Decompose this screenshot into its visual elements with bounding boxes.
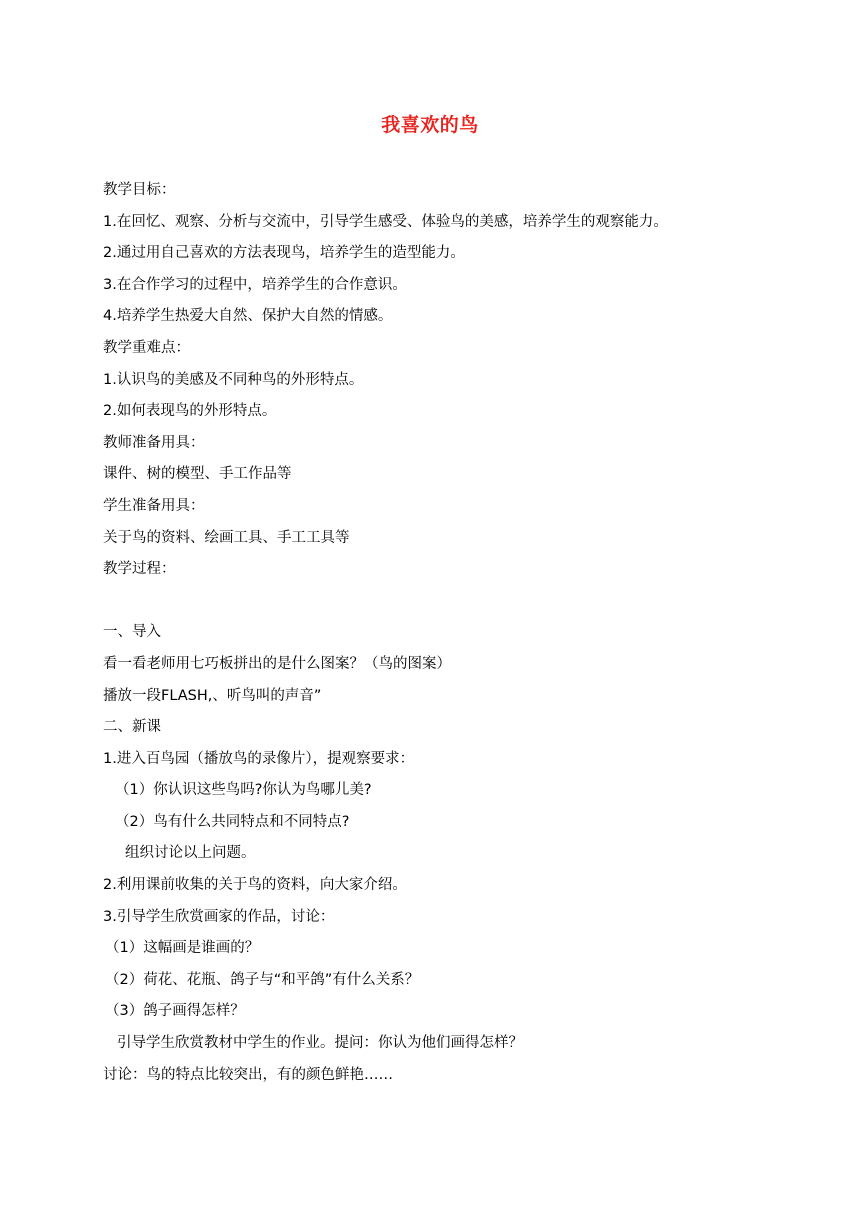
key-point-item: 2.如何表现鸟的外形特点。 xyxy=(103,403,277,420)
document-title: 我喜欢的鸟 xyxy=(381,114,479,136)
section-heading-key-points: 教学重难点： xyxy=(103,339,190,356)
paragraph: 组织讨论以上问题。 xyxy=(125,845,256,862)
key-point-item: 1.认识鸟的美感及不同种鸟的外形特点。 xyxy=(103,371,364,388)
step-heading-intro: 一、导入 xyxy=(103,624,161,641)
paragraph: 3.引导学生欣赏画家的作品，讨论： xyxy=(103,908,335,925)
student-materials-text: 关于鸟的资料、绘画工具、手工工具等 xyxy=(103,529,350,546)
question-item: （2）荷花、花瓶、鸽子与“和平鸽”有什么关系？ xyxy=(105,971,420,988)
objective-item: 1.在回忆、观察、分析与交流中，引导学生感受、体验鸟的美感，培养学生的观察能力。 xyxy=(103,213,668,230)
question-item: （1）你认识这些鸟吗?你认为鸟哪儿美? xyxy=(115,782,372,799)
paragraph: 播放一段FLASH,、听鸟叫的声音” xyxy=(103,687,322,704)
question-item: （3）鸽子画得怎样？ xyxy=(105,1003,245,1020)
document-body xyxy=(103,175,763,1091)
paragraph: 讨论：鸟的特点比较突出，有的颜色鲜艳…… xyxy=(103,1066,393,1083)
paragraph: 引导学生欣赏教材中学生的作业。提问：你认为他们画得怎样？ xyxy=(117,1035,523,1052)
objective-item: 3.在合作学习的过程中，培养学生的合作意识。 xyxy=(103,276,407,293)
section-heading-objectives: 教学目标： xyxy=(103,182,176,198)
section-heading-process: 教学过程： xyxy=(103,561,176,578)
paragraph: 看一看老师用七巧板拼出的是什么图案？（鸟的图案） xyxy=(103,655,451,672)
section-heading-student-materials: 学生准备用具： xyxy=(103,497,205,514)
objective-item: 2.通过用自己喜欢的方法表现鸟，培养学生的造型能力。 xyxy=(103,245,465,262)
paragraph: 1.进入百鸟园（播放鸟的录像片），提观察要求： xyxy=(103,750,415,767)
question-item: （2）鸟有什么共同特点和不同特点? xyxy=(115,813,350,830)
section-heading-teacher-materials: 教师准备用具： xyxy=(103,434,205,451)
step-heading-new-lesson: 二、新课 xyxy=(103,719,161,736)
question-item: （1）这幅画是谁画的？ xyxy=(105,940,260,957)
teacher-materials-text: 课件、树的模型、手工作品等 xyxy=(103,466,292,483)
paragraph: 2.利用课前收集的关于鸟的资料，向大家介绍。 xyxy=(103,877,407,894)
blank-line xyxy=(103,586,763,618)
objective-item: 4.培养学生热爱大自然、保护大自然的情感。 xyxy=(103,308,393,325)
